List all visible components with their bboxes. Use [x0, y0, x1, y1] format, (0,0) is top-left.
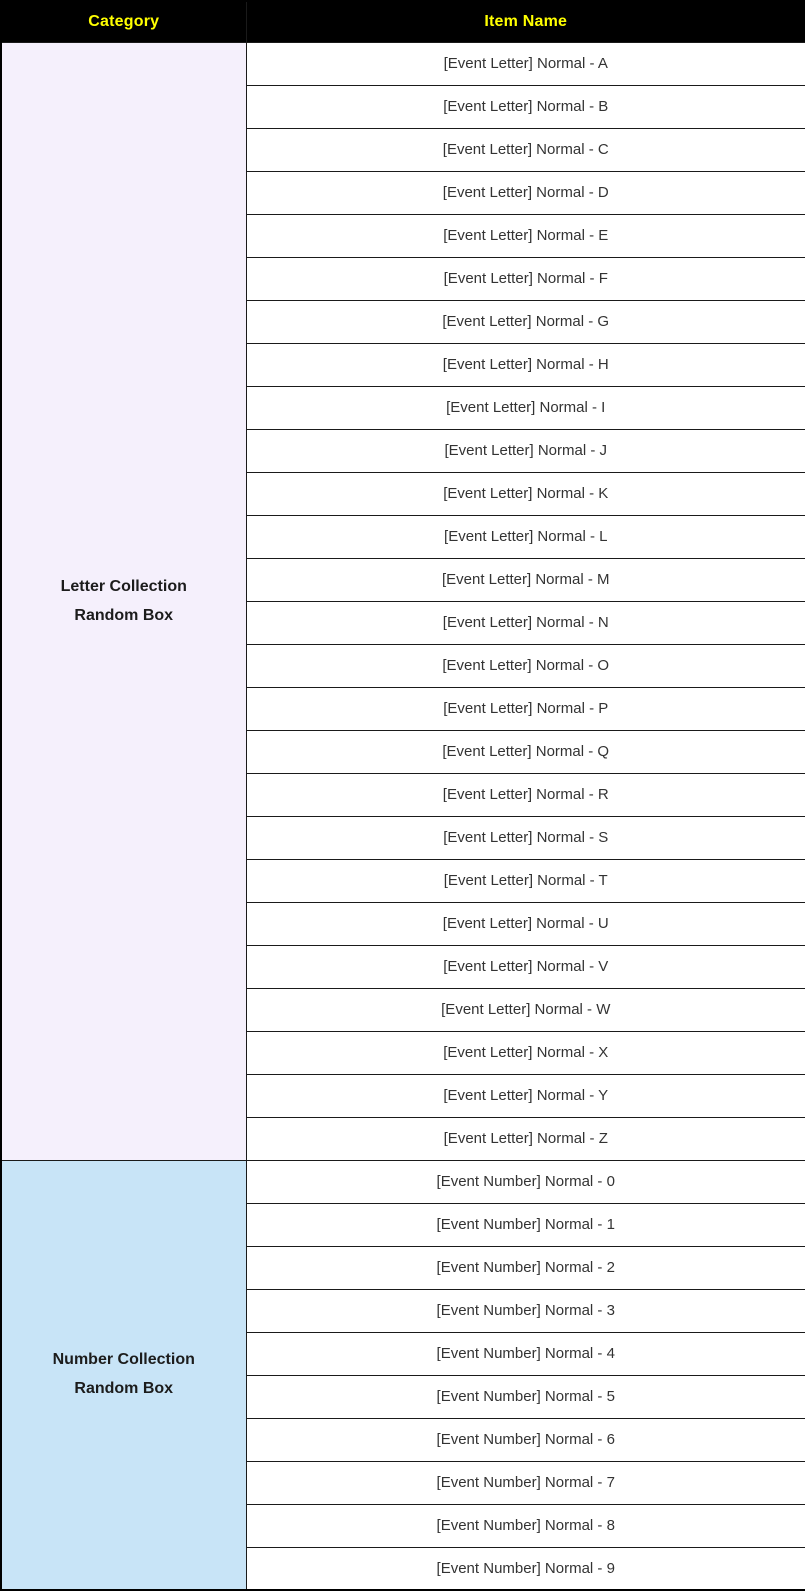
item-name-cell: [Event Letter] Normal - P [246, 687, 805, 730]
item-name-cell: [Event Letter] Normal - Z [246, 1117, 805, 1160]
header-row [1, 1, 805, 42]
item-name-cell: [Event Letter] Normal - Y [246, 1074, 805, 1117]
category-cell [1, 42, 246, 1160]
item-name-cell: [Event Letter] Normal - G [246, 300, 805, 343]
item-name-cell: [Event Letter] Normal - H [246, 343, 805, 386]
item-name-cell: [Event Letter] Normal - O [246, 644, 805, 687]
category-label-line: Letter Collection [60, 577, 187, 595]
category-label-line: Random Box [74, 1380, 174, 1398]
item-name-cell: [Event Letter] Normal - T [246, 859, 805, 902]
item-name-cell: [Event Letter] Normal - A [246, 42, 805, 85]
table-header [1, 1, 805, 42]
item-name-cell: [Event Letter] Normal - C [246, 128, 805, 171]
item-name-cell: [Event Letter] Normal - W [246, 988, 805, 1031]
header-item-name: Item Name [246, 1, 805, 42]
item-name-cell: [Event Letter] Normal - U [246, 902, 805, 945]
category-label-line: Number Collection [52, 1351, 195, 1369]
item-name-cell: [Event Letter] Normal - D [246, 171, 805, 214]
header-category: Category [1, 1, 246, 42]
item-name-cell: [Event Number] Normal - 7 [246, 1461, 805, 1504]
item-name-cell: [Event Letter] Normal - S [246, 816, 805, 859]
item-name-cell: [Event Number] Normal - 6 [246, 1418, 805, 1461]
item-name-cell: [Event Number] Normal - 3 [246, 1289, 805, 1332]
item-name-cell: [Event Letter] Normal - Q [246, 730, 805, 773]
item-name-cell: [Event Letter] Normal - B [246, 85, 805, 128]
item-name-cell: [Event Number] Normal - 4 [246, 1332, 805, 1375]
item-name-cell: [Event Letter] Normal - I [246, 386, 805, 429]
table-row [1, 1160, 805, 1203]
category-label-line: Random Box [74, 606, 174, 624]
item-name-cell: [Event Letter] Normal - R [246, 773, 805, 816]
item-name-cell: [Event Number] Normal - 2 [246, 1246, 805, 1289]
item-name-cell: [Event Letter] Normal - X [246, 1031, 805, 1074]
category-cell [1, 1160, 246, 1590]
item-name-cell: [Event Number] Normal - 1 [246, 1203, 805, 1246]
item-name-cell: [Event Number] Normal - 0 [246, 1160, 805, 1203]
item-name-cell: [Event Letter] Normal - F [246, 257, 805, 300]
item-name-cell: [Event Letter] Normal - J [246, 429, 805, 472]
item-name-cell: [Event Letter] Normal - N [246, 601, 805, 644]
item-name-cell: [Event Letter] Normal - K [246, 472, 805, 515]
item-name-cell: [Event Number] Normal - 9 [246, 1547, 805, 1590]
table-row [1, 42, 805, 85]
item-name-cell: [Event Letter] Normal - L [246, 515, 805, 558]
item-name-cell: [Event Letter] Normal - E [246, 214, 805, 257]
item-name-cell: [Event Letter] Normal - V [246, 945, 805, 988]
item-name-cell: [Event Number] Normal - 8 [246, 1504, 805, 1547]
table-body [1, 42, 805, 1590]
item-name-cell: [Event Number] Normal - 5 [246, 1375, 805, 1418]
item-name-cell: [Event Letter] Normal - M [246, 558, 805, 601]
